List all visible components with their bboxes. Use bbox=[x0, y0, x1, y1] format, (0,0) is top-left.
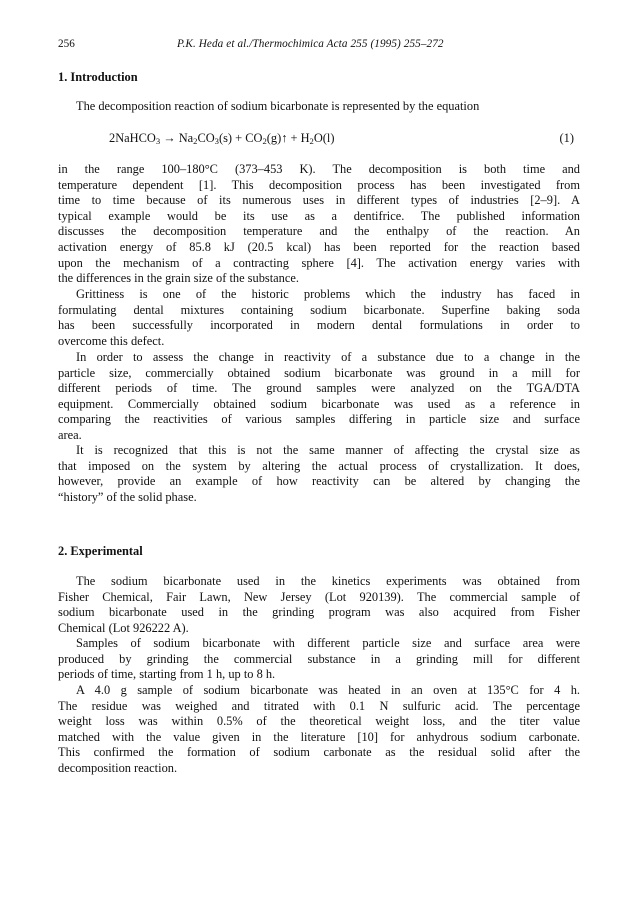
section-heading-introduction: 1. Introduction bbox=[58, 70, 138, 84]
text-line: typical example would be its use as a dentifrice. The published information bbox=[58, 208, 580, 223]
intro-paragraph-2 bbox=[58, 287, 580, 349]
text-line: “history” of the solid phase. bbox=[58, 489, 197, 504]
running-head: P.K. Heda et al./Thermochimica Acta 255 (1995) 255–272 bbox=[177, 38, 444, 50]
intro-paragraph-3 bbox=[58, 350, 580, 444]
text-line: temperature dependent [1]. This decomposition process has been investigated from bbox=[58, 177, 580, 192]
equation-number: (1) bbox=[559, 131, 574, 145]
text-line: weight loss was within 0.5% of the theoretical weight loss, and the titer value bbox=[58, 714, 580, 729]
text-line: that imposed on the system by altering the actual process of crystallization. It does, bbox=[58, 458, 580, 473]
intro-sentence bbox=[58, 99, 580, 115]
text-line: particle size, commercially obtained sodium bicarbonate was ground in a mill for bbox=[58, 365, 580, 380]
text-line: In order to assess the change in reactivity of a substance due to a change in the bbox=[76, 350, 580, 364]
experimental-paragraph-2 bbox=[58, 636, 580, 683]
text-line: sodium bicarbonate used in the grinding program was also acquired from Fisher bbox=[58, 605, 580, 620]
section-heading-experimental: 2. Experimental bbox=[58, 544, 143, 558]
experimental-paragraph-3 bbox=[58, 683, 580, 777]
text-line: comparing the reactivities of various samples differing in particle size and surface bbox=[58, 412, 580, 427]
equation-subscript: 2 bbox=[309, 136, 314, 146]
text-line: The sodium bicarbonate used in the kinetics experiments was obtained from bbox=[76, 574, 580, 588]
page-number: 256 bbox=[58, 38, 75, 50]
equation-text: → Na bbox=[160, 131, 194, 145]
text-line: discusses the decomposition temperature and the enthalpy of the reaction. An bbox=[58, 224, 580, 239]
text-line: periods of time, starting from 1 h, up to 8 h. bbox=[58, 667, 276, 682]
text-line: equipment. Commercially obtained sodium bicarbonate was used as a reference in bbox=[58, 396, 580, 411]
text-line: has been successfully incorporated in modern dental formulations in order to bbox=[58, 318, 580, 333]
equation-body bbox=[109, 130, 334, 146]
equation-text: 2NaHCO bbox=[109, 131, 156, 145]
equation-subscript: 2 bbox=[262, 136, 267, 146]
text-line: Chemical (Lot 926222 A). bbox=[58, 620, 189, 635]
text-line: decomposition reaction. bbox=[58, 760, 178, 775]
intro-paragraph-4 bbox=[58, 443, 580, 505]
text-line: area. bbox=[58, 427, 82, 442]
text-line: The decomposition reaction of sodium bicarbonate is represented by the equation bbox=[76, 99, 480, 113]
text-line: It is recognized that this is not the same manner of affecting the crystal size as bbox=[76, 443, 580, 457]
equation-subscript: 2 bbox=[193, 136, 198, 146]
text-line: produced by grinding the commercial substance in a grinding mill for different bbox=[58, 651, 580, 666]
text-line: Samples of sodium bicarbonate with different particle size and surface area were bbox=[76, 636, 580, 650]
equation-1 bbox=[58, 130, 580, 146]
page-header bbox=[58, 36, 578, 52]
text-line: formulating dental mixtures containing sodium bicarbonate. Superfine baking soda bbox=[58, 302, 580, 317]
text-line: A 4.0 g sample of sodium bicarbonate was heated in an oven at 135°C for 4 h. bbox=[76, 683, 580, 697]
text-line: activation energy of 85.8 kJ (20.5 kcal) has been reported for the reaction based bbox=[58, 239, 580, 254]
equation-subscript: 3 bbox=[214, 136, 219, 146]
text-line: matched with the value given in the literature [10] for anhydrous sodium carbonate. bbox=[58, 729, 580, 744]
text-line: time to time because of its numerous uses in different types of industries [2–9]. A bbox=[58, 193, 580, 208]
text-line: This confirmed the formation of sodium carbonate as the residual solid after the bbox=[58, 745, 580, 760]
text-line: however, provide an example of how reactivity can be altered by changing the bbox=[58, 474, 580, 489]
text-line: upon the mechanism of a contracting sphere [4]. The activation energy varies with bbox=[58, 255, 580, 270]
text-line: Grittiness is one of the historic problems which the industry has faced in bbox=[76, 287, 580, 301]
text-line: Fisher Chemical, Fair Lawn, New Jersey (Lot 920139). The commercial sample of bbox=[58, 589, 580, 604]
text-line: in the range 100–180°C (373–453 K). The decomposition is both time and bbox=[58, 162, 580, 176]
text-line: overcome this defect. bbox=[58, 333, 165, 348]
text-line: The residue was weighed and titrated with 0.1 N sulfuric acid. The percentage bbox=[58, 698, 580, 713]
equation-subscript: 3 bbox=[155, 136, 161, 146]
experimental-paragraph-1 bbox=[58, 574, 580, 636]
text-line: the differences in the grain size of the substance. bbox=[58, 271, 299, 286]
equation-text: O(l) bbox=[313, 131, 335, 145]
text-line: different periods of time. The ground samples were analyzed on the TGA/DTA bbox=[58, 381, 580, 396]
equation-text: (g)↑ + H bbox=[266, 131, 310, 145]
equation-text: (s) + CO bbox=[218, 131, 263, 145]
intro-paragraph-1 bbox=[58, 162, 580, 287]
equation-text: CO bbox=[197, 131, 215, 145]
